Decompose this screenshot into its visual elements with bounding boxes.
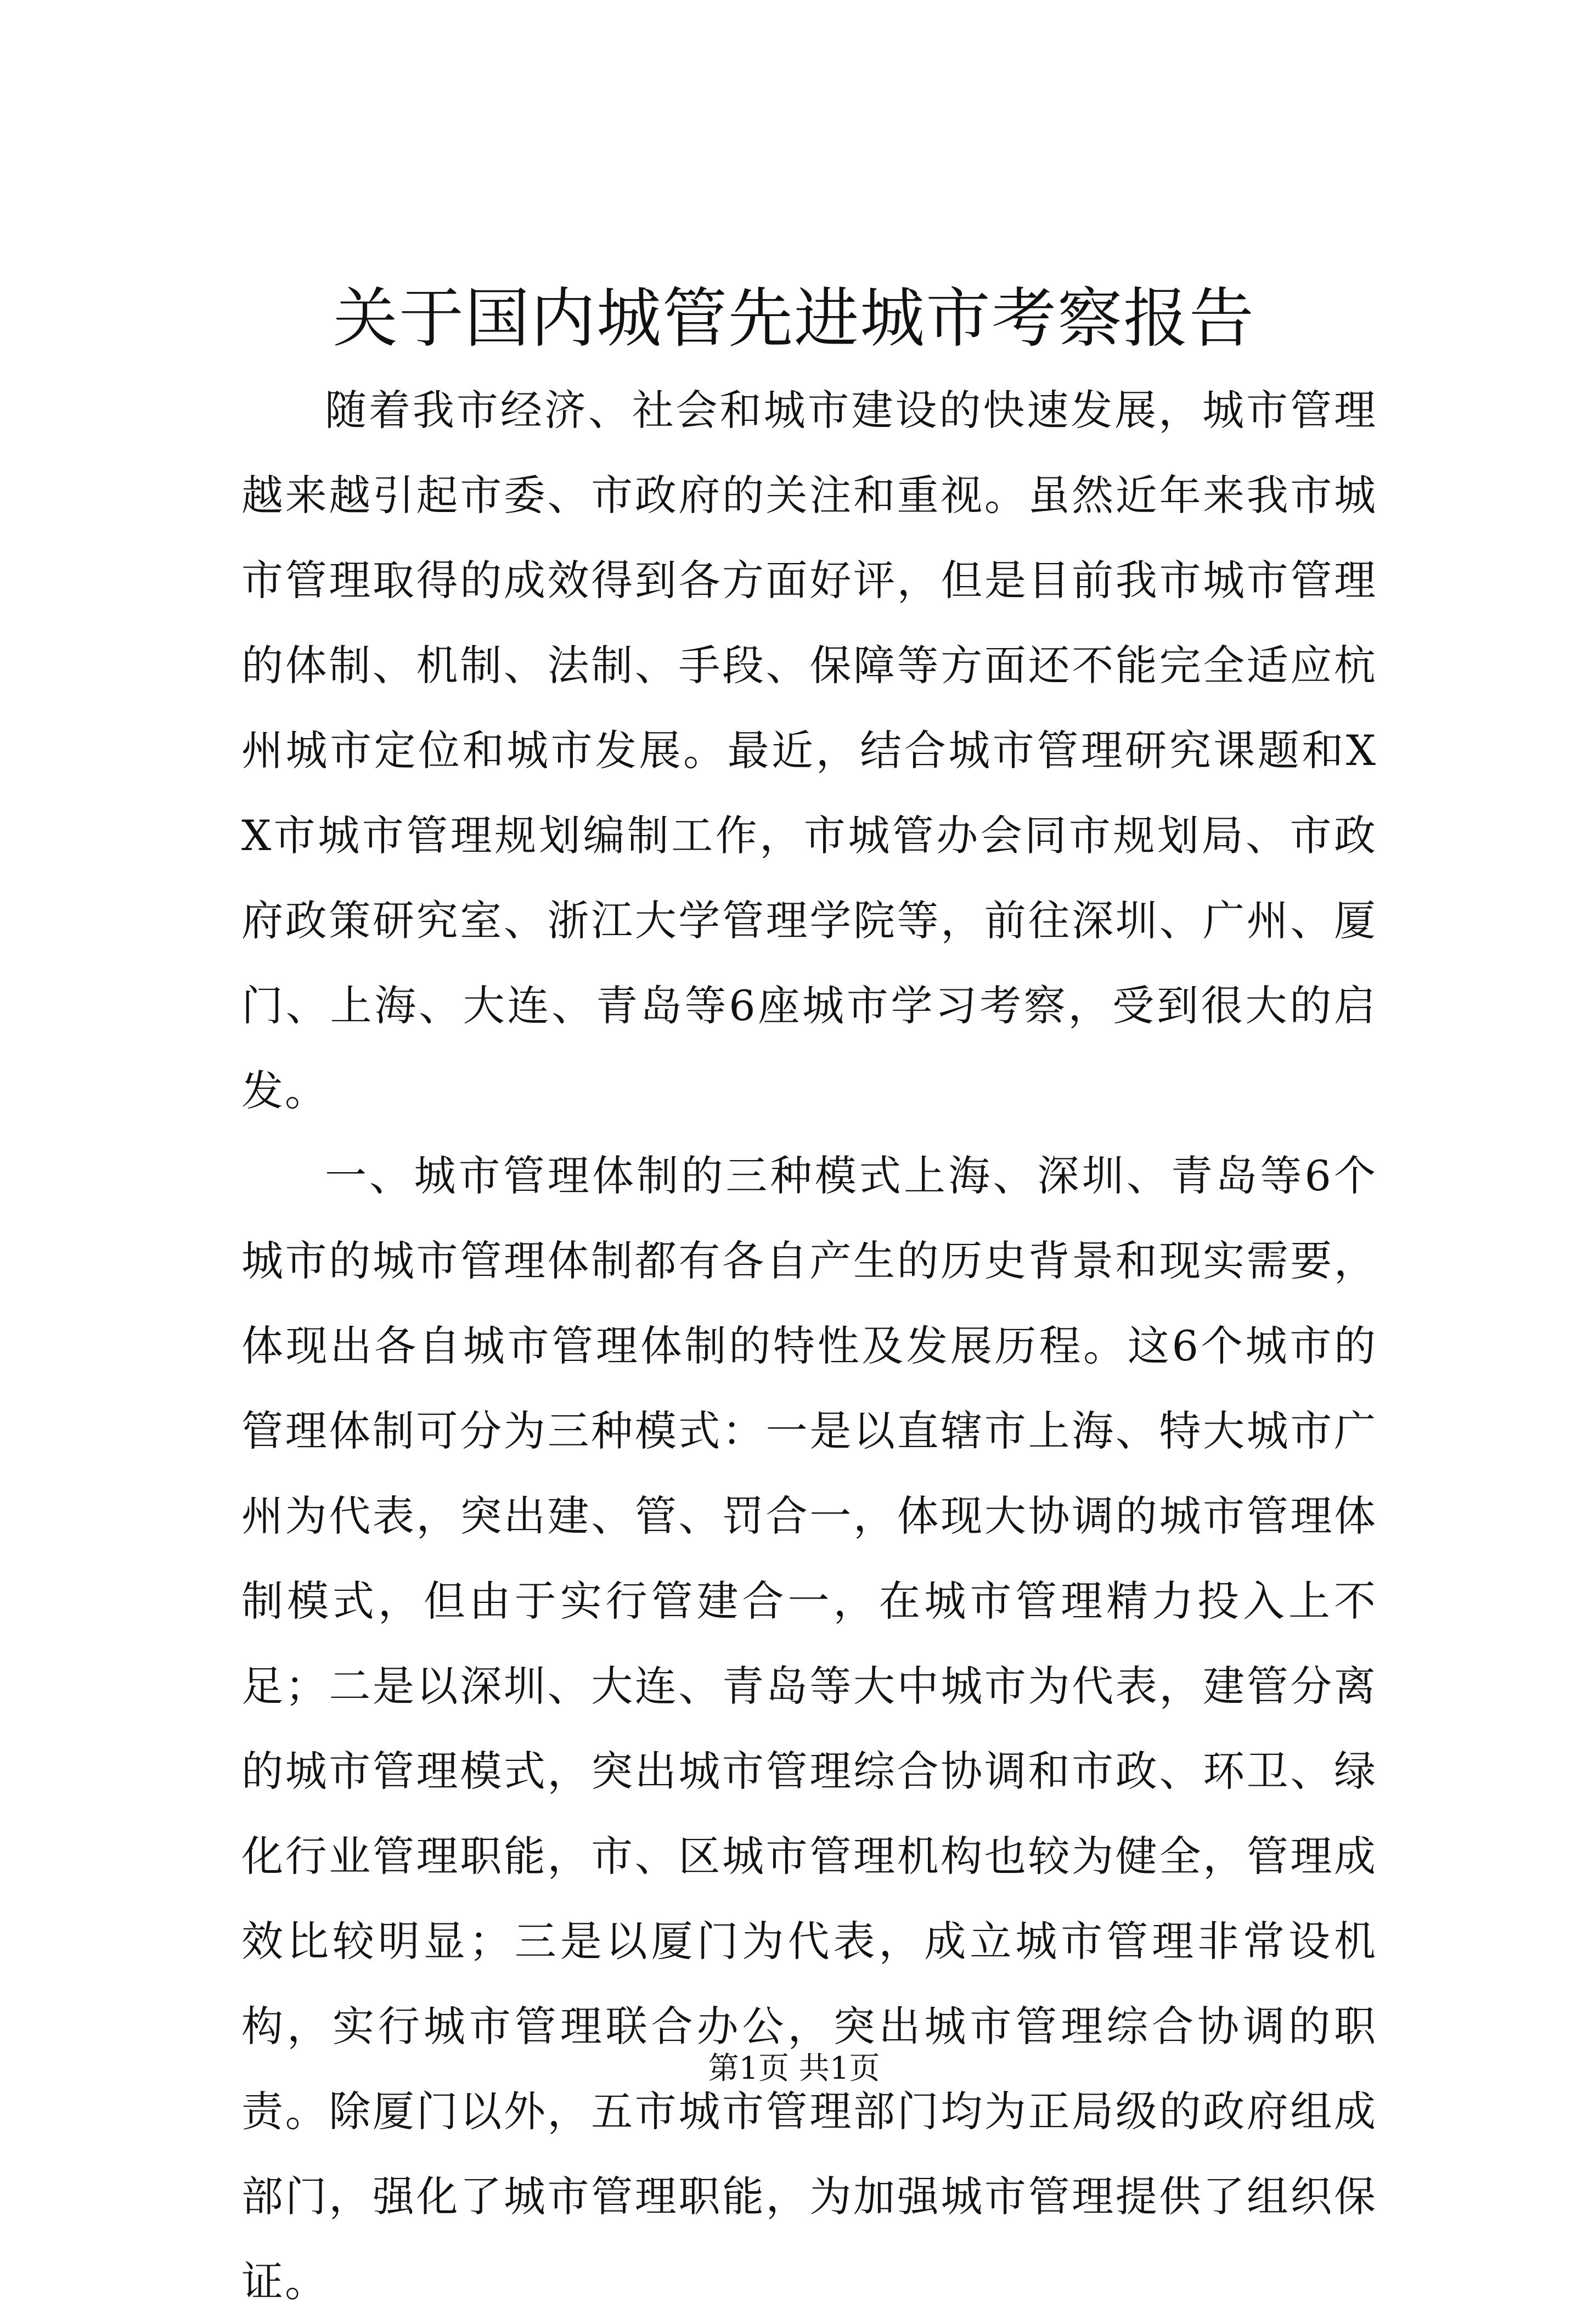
paragraph-section-one: 一、城市管理体制的三种模式上海、深圳、青岛等6个城市的城市管理体制都有各自产生的历史背景和现实需要，体现出各自城市管理体制的特性及发展历程。这6个城市的管理体制可分为三种模式：一是以直辖市上海、特大城市广州为代表，突出建、管、罚合一，体现大协调的城市管理体制模式，但由于实行管建合一，在城市管理精力投入上不足；二是以深圳、大连、青岛等大中城市为代表，建管分离的城市管理模式，突出城市管理综合协调和市政、环卫、绿化行业管理职能，市、区城市管理机构也较为健全，管理成效比较明显；三是以厦门为代表，成立城市管理非常设机构，实行城市管理联合办公，突出城市管理综合协调的职责。除厦门以外，五市城市管理部门均为正局级的政府组成部门，强化了城市管理职能，为加强城市管理提供了组织保证。 <box>241 1151 1377 2306</box>
page-number-footer: 第1页 共1页 <box>708 2051 880 2086</box>
document-title: 关于国内城管先进城市考察报告 <box>333 280 1255 356</box>
document-body <box>241 368 1377 2324</box>
paragraph-intro: 随着我市经济、社会和城市建设的快速发展，城市管理越来越引起市委、市政府的关注和重视。虽然近年来我市城市管理取得的成效得到各方面好评，但是目前我市城市管理的体制、机制、法制、手段、保障等方面还不能完全适应杭州城市定位和城市发展。最近，结合城市管理研究课题和XX市城市管理规划编制工作，市城管办会同市规划局、市政府政策研究室、浙江大学管理学院等，前往深圳、广州、厦门、上海、大连、青岛等6座城市学习考察，受到很大的启发。 <box>241 386 1377 1115</box>
